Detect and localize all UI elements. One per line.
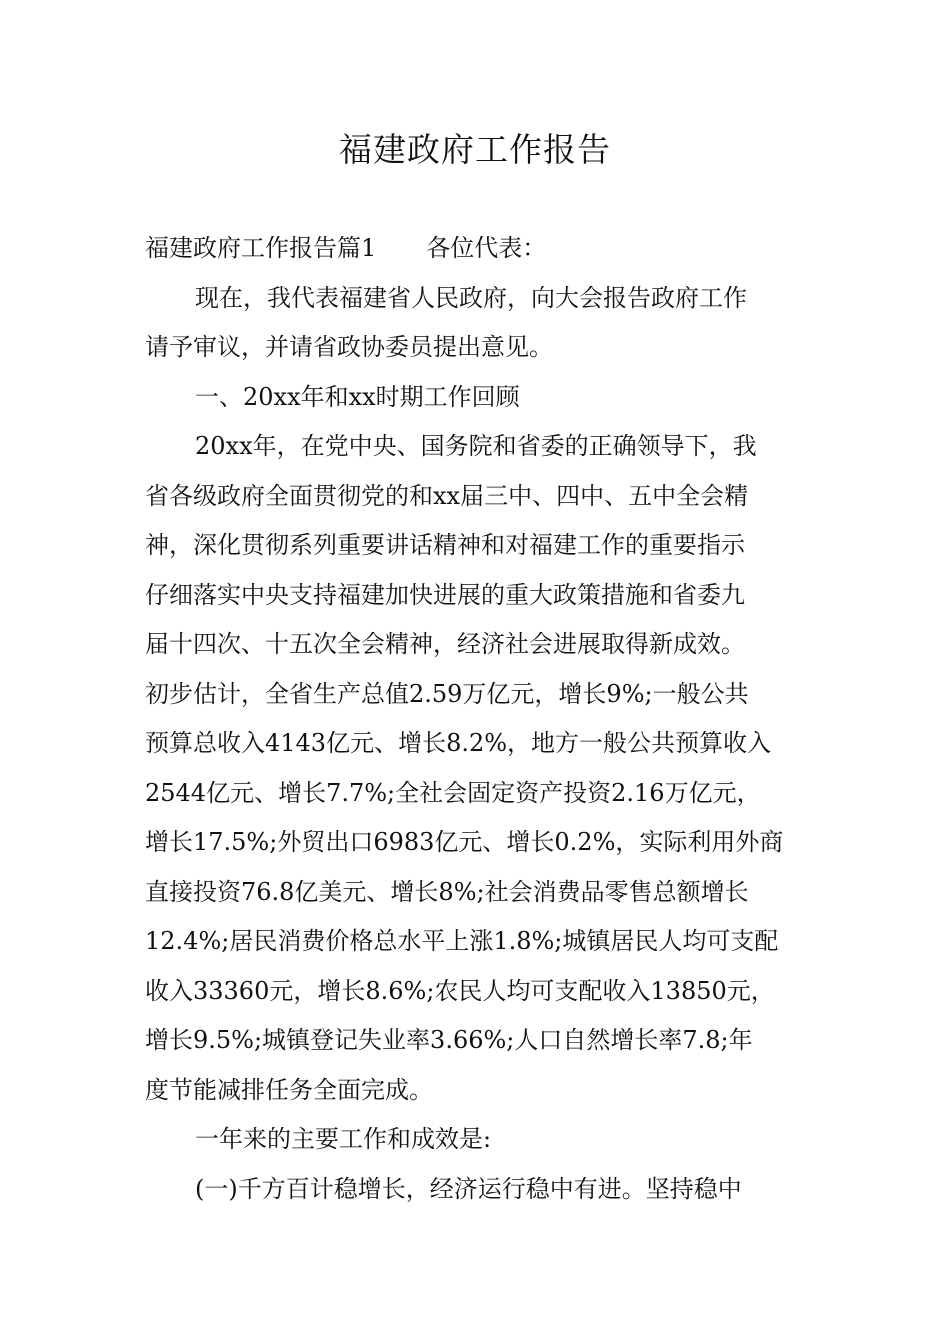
paragraph-line: 省各级政府全面贯彻党的和xx届三中、四中、五中全会精 (145, 481, 749, 510)
section-heading: 一、20xx年和xx时期工作回顾 (195, 382, 520, 411)
paragraph-line: 度节能减排任务全面完成。 (145, 1075, 433, 1104)
document-body (145, 224, 809, 1214)
paragraph-line: 现在，我代表福建省人民政府，向大会报告政府工作 (195, 283, 747, 312)
section-subtitle: 福建政府工作报告篇1 (145, 234, 377, 262)
paragraph-line: 12.4%;居民消费价格总水平上涨1.8%;城镇居民人均可支配 (145, 927, 779, 955)
paragraph-line: 2544亿元、增长7.7%;全社会固定资产投资2.16万亿元， (145, 778, 761, 807)
paragraph-line: 届十四次、十五次全会精神，经济社会进展取得新成效。 (145, 630, 745, 658)
paragraph-line: 预算总收入4143亿元、增长8.2%，地方一般公共预算收入 (145, 729, 772, 757)
paragraph-line: 仔细落实中央支持福建加快进展的重大政策措施和省委九 (145, 580, 745, 609)
heading-line (145, 224, 809, 274)
paragraph-line: 20xx年，在党中央、国务院和省委的正确领导下，我 (195, 432, 757, 460)
paragraph-line: 初步估计，全省生产总值2.59万亿元，增长9%;一般公共 (145, 679, 749, 708)
document-title: 福建政府工作报告 (339, 130, 611, 169)
paragraph-line: 增长9.5%;城镇登记失业率3.66%;人口自然增长率7.8;年 (145, 1026, 753, 1054)
paragraph-line: 请予审议，并请省政协委员提出意见。 (145, 333, 553, 361)
salutation: 各位代表： (426, 234, 547, 262)
paragraph-line: 神，深化贯彻系列重要讲话精神和对福建工作的重要指示 (145, 531, 745, 559)
paragraph-line: (一)千方百计稳增长，经济运行稳中有进。坚持稳中 (195, 1174, 742, 1203)
paragraph-line: 收入33360元，增长8.6%;农民人均可支配收入13850元， (145, 976, 775, 1005)
paragraph-line: 增长17.5%;外贸出口6983亿元、增长0.2%，实际利用外商 (145, 828, 784, 856)
paragraph-line: 一年来的主要工作和成效是: (195, 1125, 492, 1153)
paragraph-line: 直接投资76.8亿美元、增长8%;社会消费品零售总额增长 (145, 877, 749, 906)
